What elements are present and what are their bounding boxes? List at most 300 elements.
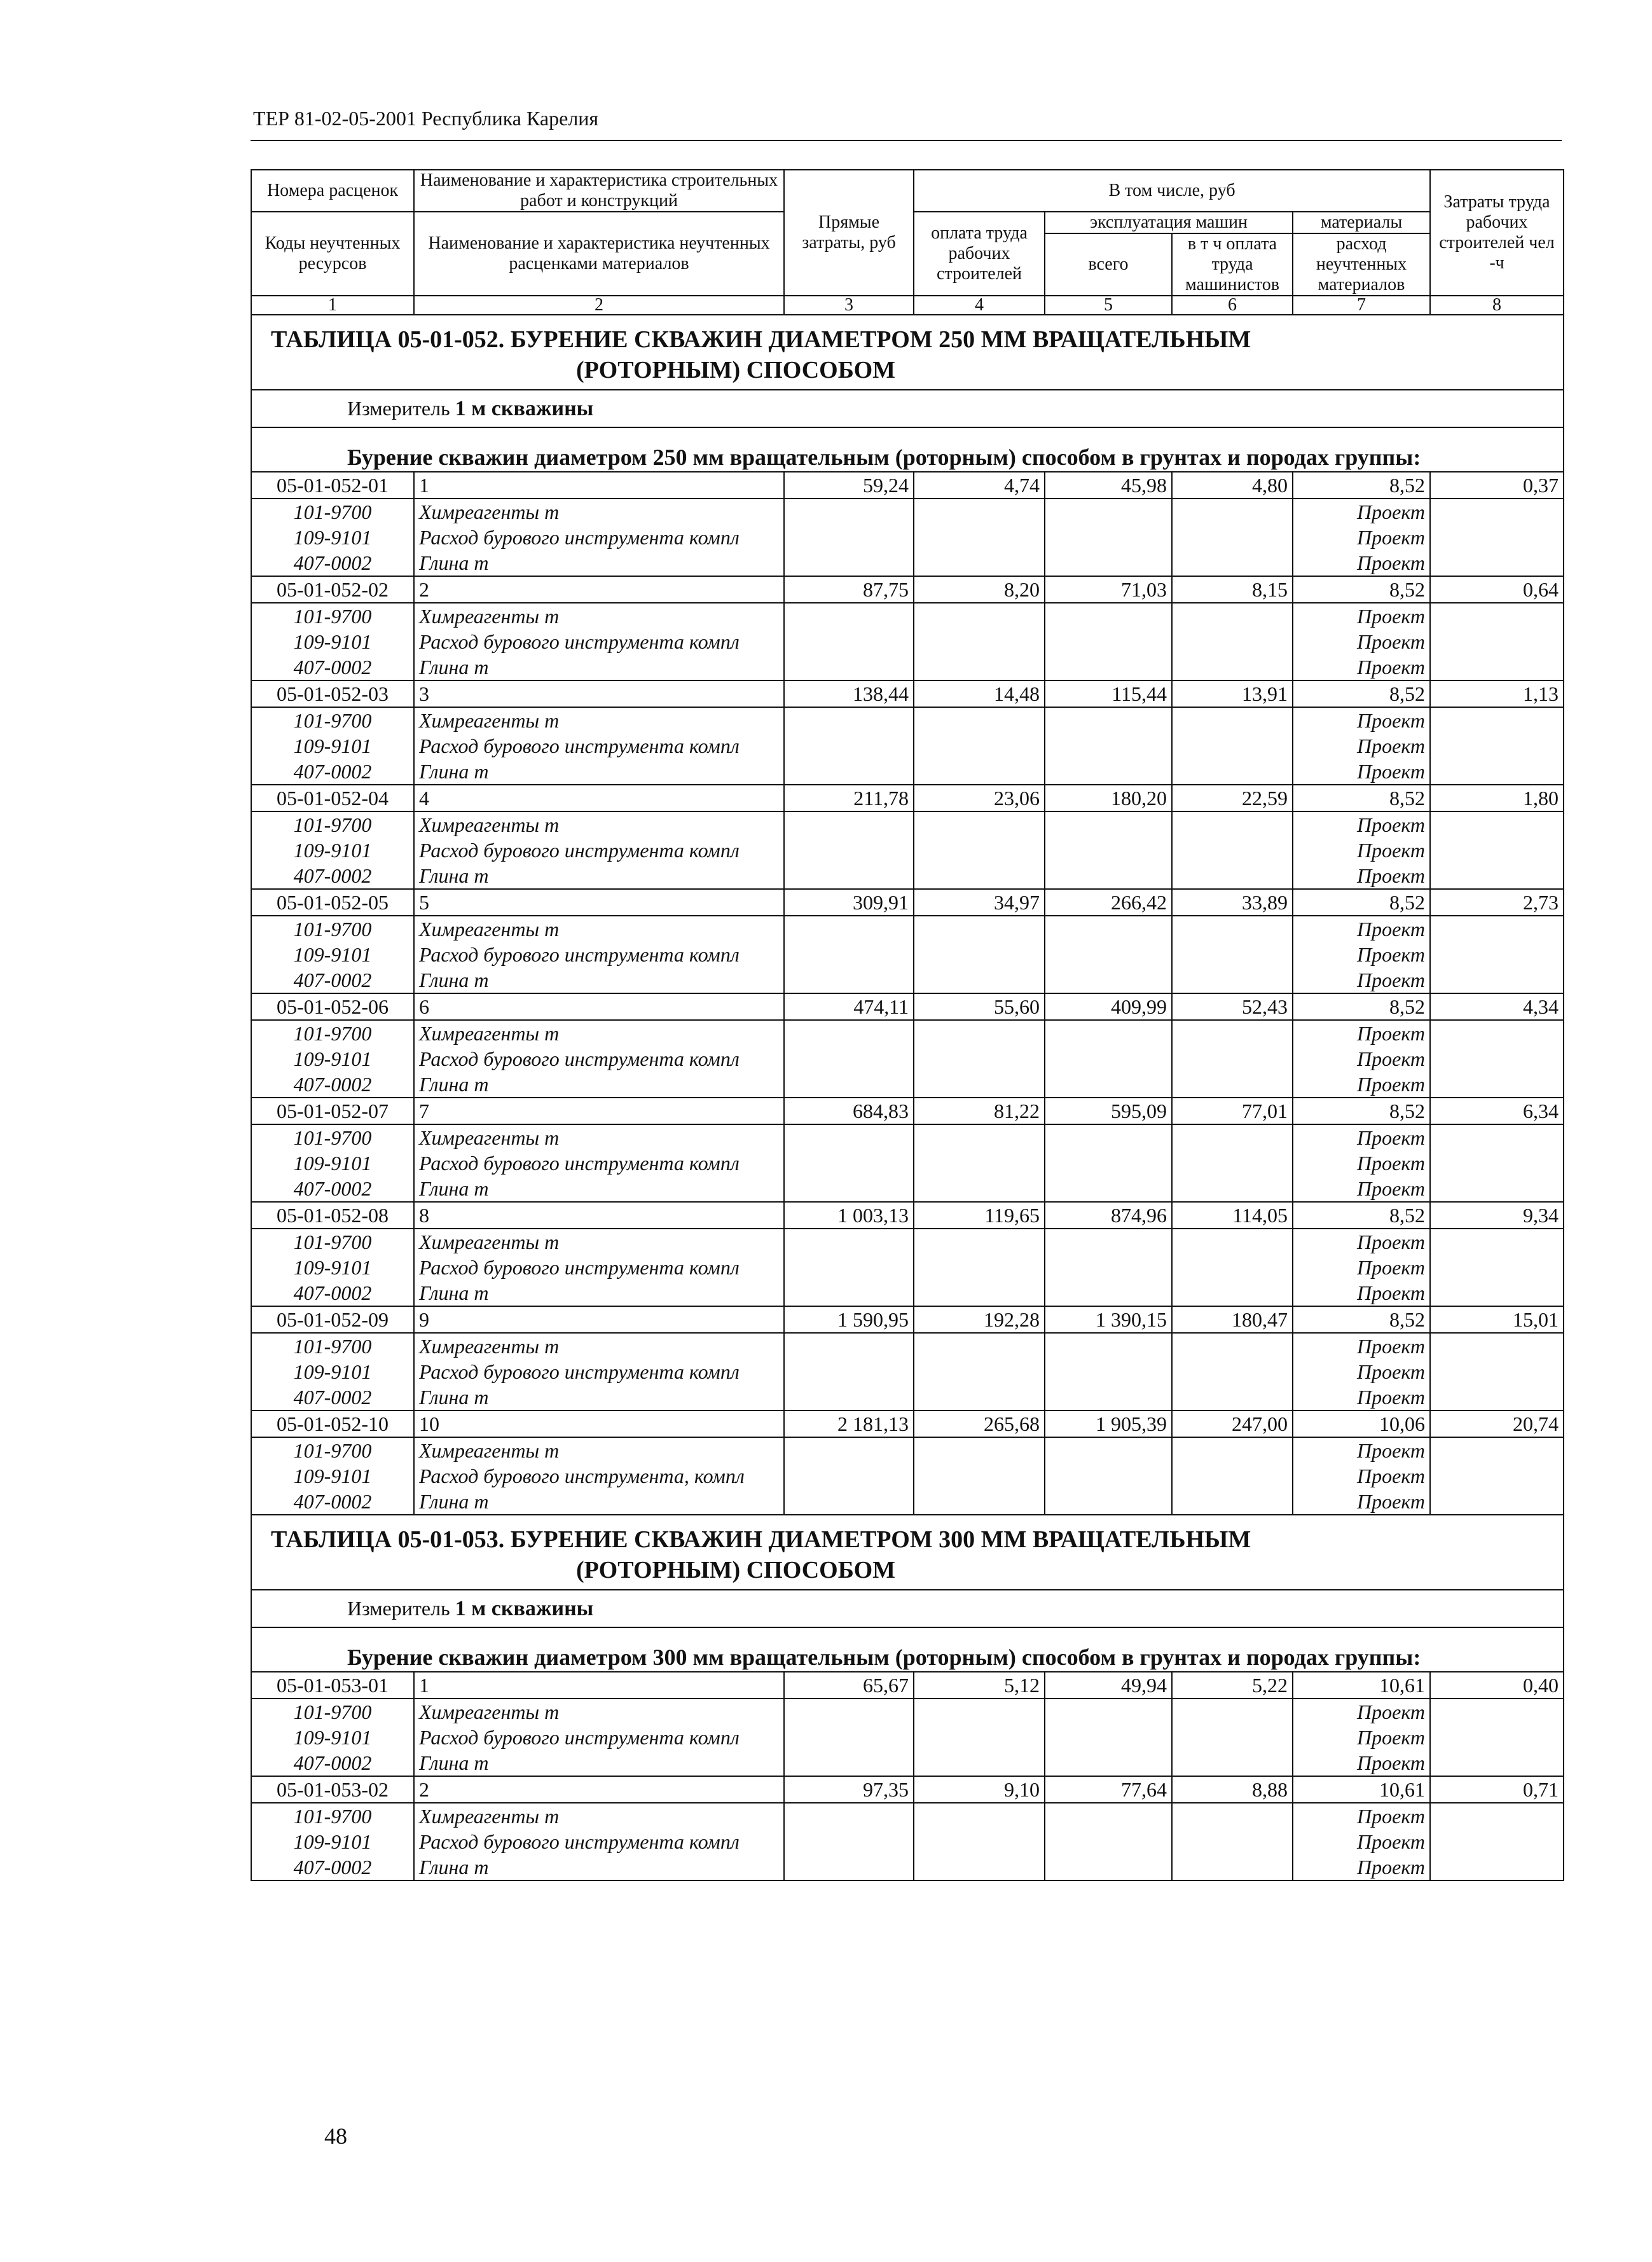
col8-header: Затраты труда рабочих строителей чел -ч — [1430, 170, 1564, 296]
resource-material: Проект — [1293, 1229, 1430, 1255]
empty-cell — [914, 1124, 1045, 1150]
materials-header: материалы — [1293, 212, 1430, 233]
empty-cell — [1045, 1437, 1172, 1463]
empty-cell — [1172, 863, 1293, 889]
rate-code: 05-01-052-10 — [251, 1410, 414, 1437]
empty-cell — [784, 603, 914, 629]
empty-cell — [1430, 1176, 1564, 1202]
rate-code: 05-01-052-04 — [251, 785, 414, 811]
empty-cell — [1172, 654, 1293, 680]
machine-cost: 71,03 — [1045, 576, 1172, 603]
machine-cost: 874,96 — [1045, 1202, 1172, 1229]
resource-code: 101-9700 — [251, 1437, 414, 1463]
resource-code: 109-9101 — [251, 1725, 414, 1750]
resource-row — [251, 1699, 1564, 1725]
resource-code: 407-0002 — [251, 550, 414, 576]
direct-cost: 474,11 — [784, 993, 914, 1020]
machine-cost: 77,64 — [1045, 1776, 1172, 1803]
resource-name: Расход бурового инструмента компл — [414, 629, 784, 654]
column-index-row — [251, 296, 1564, 315]
empty-cell — [784, 1333, 914, 1359]
labor-cost: 23,06 — [914, 785, 1045, 811]
empty-cell — [914, 1072, 1045, 1098]
empty-cell — [914, 1463, 1045, 1489]
resource-row — [251, 1384, 1564, 1410]
labor-hours: 15,01 — [1430, 1306, 1564, 1333]
empty-cell — [1430, 1489, 1564, 1515]
empty-cell — [784, 1854, 914, 1880]
empty-cell — [914, 550, 1045, 576]
rate-row — [251, 785, 1564, 811]
resource-row — [251, 942, 1564, 967]
labor-hours: 1,13 — [1430, 680, 1564, 707]
resource-row — [251, 1150, 1564, 1176]
rate-group: 10 — [414, 1410, 784, 1437]
rate-code: 05-01-052-03 — [251, 680, 414, 707]
col6-header: в т ч оплата труда машинистов — [1172, 233, 1293, 296]
empty-cell — [1430, 1750, 1564, 1776]
col-index: 8 — [1430, 296, 1564, 315]
material-cost: 10,61 — [1293, 1776, 1430, 1803]
empty-cell — [914, 1725, 1045, 1750]
empty-cell — [1430, 1150, 1564, 1176]
resource-name: Глина т — [414, 1384, 784, 1410]
resource-row — [251, 733, 1564, 759]
empty-cell — [1172, 1072, 1293, 1098]
material-cost: 10,06 — [1293, 1410, 1430, 1437]
resource-row — [251, 1124, 1564, 1150]
document-header-title: ТЕР 81-02-05-2001 Республика Карелия — [253, 107, 599, 130]
empty-cell — [914, 733, 1045, 759]
resource-material: Проект — [1293, 1803, 1430, 1829]
resource-code: 109-9101 — [251, 1463, 414, 1489]
resource-code: 407-0002 — [251, 1489, 414, 1515]
empty-cell — [1430, 525, 1564, 550]
empty-cell — [1430, 1255, 1564, 1280]
direct-cost: 97,35 — [784, 1776, 914, 1803]
labor-cost: 119,65 — [914, 1202, 1045, 1229]
resource-row — [251, 838, 1564, 863]
resource-material: Проект — [1293, 1750, 1430, 1776]
labor-cost: 4,74 — [914, 472, 1045, 499]
direct-cost: 684,83 — [784, 1098, 914, 1124]
machinist-cost: 22,59 — [1172, 785, 1293, 811]
included-header: В том числе, руб — [914, 170, 1430, 212]
resource-code: 407-0002 — [251, 1854, 414, 1880]
measure-row — [251, 1590, 1564, 1627]
resource-material: Проект — [1293, 916, 1430, 942]
empty-cell — [1430, 1333, 1564, 1359]
rate-row — [251, 1776, 1564, 1803]
empty-cell — [914, 654, 1045, 680]
empty-cell — [1172, 707, 1293, 733]
empty-cell — [914, 1829, 1045, 1854]
resource-row — [251, 1829, 1564, 1854]
measure-label: Измеритель — [347, 397, 450, 420]
rate-group: 4 — [414, 785, 784, 811]
resource-row — [251, 1854, 1564, 1880]
empty-cell — [1430, 1072, 1564, 1098]
resource-name: Расход бурового инструмента компл — [414, 733, 784, 759]
resource-row — [251, 1176, 1564, 1202]
resource-code: 109-9101 — [251, 1255, 414, 1280]
empty-cell — [1172, 1176, 1293, 1202]
empty-cell — [1045, 811, 1172, 838]
empty-cell — [784, 811, 914, 838]
resource-name: Расход бурового инструмента, компл — [414, 1463, 784, 1489]
measure-cell — [251, 390, 1564, 427]
resource-row — [251, 654, 1564, 680]
machine-cost: 595,09 — [1045, 1098, 1172, 1124]
header-row-1 — [251, 170, 1564, 212]
empty-cell — [784, 1359, 914, 1384]
labor-hours: 2,73 — [1430, 889, 1564, 916]
empty-cell — [1045, 1255, 1172, 1280]
labor-hours: 0,37 — [1430, 472, 1564, 499]
empty-cell — [1430, 1280, 1564, 1306]
material-cost: 8,52 — [1293, 1306, 1430, 1333]
machine-cost: 45,98 — [1045, 472, 1172, 499]
resource-name: Глина т — [414, 967, 784, 993]
empty-cell — [784, 1229, 914, 1255]
resource-row — [251, 525, 1564, 550]
empty-cell — [1430, 1803, 1564, 1829]
labor-cost: 81,22 — [914, 1098, 1045, 1124]
direct-cost: 138,44 — [784, 680, 914, 707]
direct-cost: 65,67 — [784, 1672, 914, 1699]
rate-row — [251, 680, 1564, 707]
resource-code: 101-9700 — [251, 1333, 414, 1359]
empty-cell — [1045, 1072, 1172, 1098]
section-title-line2: (РОТОРНЫМ) СПОСОБОМ — [576, 357, 896, 383]
resource-name: Глина т — [414, 550, 784, 576]
empty-cell — [784, 1699, 914, 1725]
resource-row — [251, 1280, 1564, 1306]
material-cost: 8,52 — [1293, 680, 1430, 707]
resource-row — [251, 1725, 1564, 1750]
resource-row — [251, 1750, 1564, 1776]
resource-code: 109-9101 — [251, 629, 414, 654]
resource-name: Глина т — [414, 654, 784, 680]
material-cost: 8,52 — [1293, 785, 1430, 811]
col4-header: оплата труда рабочих строителей — [914, 212, 1045, 296]
col2b-header: Наименование и характеристика неучтенных расценками материалов — [414, 212, 784, 296]
empty-cell — [784, 1124, 914, 1150]
machinist-cost: 33,89 — [1172, 889, 1293, 916]
empty-cell — [1172, 1384, 1293, 1410]
rate-code: 05-01-052-08 — [251, 1202, 414, 1229]
subtitle-row — [251, 1627, 1564, 1672]
rate-group: 2 — [414, 576, 784, 603]
empty-cell — [1045, 733, 1172, 759]
empty-cell — [784, 1437, 914, 1463]
labor-hours: 20,74 — [1430, 1410, 1564, 1437]
col-index: 7 — [1293, 296, 1430, 315]
empty-cell — [1045, 1020, 1172, 1046]
resource-material: Проект — [1293, 1437, 1430, 1463]
empty-cell — [1430, 603, 1564, 629]
empty-cell — [784, 550, 914, 576]
empty-cell — [914, 1489, 1045, 1515]
rate-code: 05-01-053-02 — [251, 1776, 414, 1803]
resource-name: Глина т — [414, 863, 784, 889]
col-index: 1 — [251, 296, 414, 315]
empty-cell — [1172, 1699, 1293, 1725]
empty-cell — [784, 1020, 914, 1046]
empty-cell — [1430, 916, 1564, 942]
resource-material: Проект — [1293, 1489, 1430, 1515]
resource-name: Химреагенты т — [414, 1333, 784, 1359]
resource-row — [251, 1020, 1564, 1046]
resource-code: 407-0002 — [251, 759, 414, 785]
resource-code: 101-9700 — [251, 1229, 414, 1255]
empty-cell — [1430, 550, 1564, 576]
material-cost: 8,52 — [1293, 1202, 1430, 1229]
col-index: 6 — [1172, 296, 1293, 315]
empty-cell — [784, 1176, 914, 1202]
material-cost: 10,61 — [1293, 1672, 1430, 1699]
resource-code: 109-9101 — [251, 1359, 414, 1384]
empty-cell — [1172, 838, 1293, 863]
empty-cell — [914, 811, 1045, 838]
resource-code: 101-9700 — [251, 1124, 414, 1150]
resource-name: Химреагенты т — [414, 1229, 784, 1255]
col1-header: Номера расценок — [251, 170, 414, 212]
empty-cell — [1430, 707, 1564, 733]
section-subtitle: Бурение скважин диаметром 300 мм вращательным (роторным) способом в грунтах и породах группы: — [251, 1627, 1564, 1672]
empty-cell — [1172, 942, 1293, 967]
machinist-cost: 114,05 — [1172, 1202, 1293, 1229]
empty-cell — [914, 1699, 1045, 1725]
empty-cell — [1430, 863, 1564, 889]
labor-hours: 0,71 — [1430, 1776, 1564, 1803]
empty-cell — [1172, 1854, 1293, 1880]
machine-cost: 1 905,39 — [1045, 1410, 1172, 1437]
empty-cell — [914, 603, 1045, 629]
empty-cell — [784, 1072, 914, 1098]
section-subtitle: Бурение скважин диаметром 250 мм вращательным (роторным) способом в грунтах и породах группы: — [251, 427, 1564, 472]
measure-cell — [251, 1590, 1564, 1627]
empty-cell — [784, 1150, 914, 1176]
rate-group: 8 — [414, 1202, 784, 1229]
resource-row — [251, 863, 1564, 889]
rate-group: 1 — [414, 472, 784, 499]
resource-row — [251, 916, 1564, 942]
col-index: 3 — [784, 296, 914, 315]
resource-material: Проект — [1293, 707, 1430, 733]
resource-name: Химреагенты т — [414, 811, 784, 838]
empty-cell — [1045, 1725, 1172, 1750]
empty-cell — [1045, 759, 1172, 785]
empty-cell — [914, 629, 1045, 654]
empty-cell — [914, 1750, 1045, 1776]
section-title-line1: ТАБЛИЦА 05-01-053. БУРЕНИЕ СКВАЖИН ДИАМЕТРОМ 300 ММ ВРАЩАТЕЛЬНЫМ — [271, 1526, 1251, 1553]
material-cost: 8,52 — [1293, 1098, 1430, 1124]
empty-cell — [1045, 1359, 1172, 1384]
rate-row — [251, 993, 1564, 1020]
resource-material: Проект — [1293, 1072, 1430, 1098]
empty-cell — [1045, 1463, 1172, 1489]
machines-header: эксплуатация машин — [1045, 212, 1293, 233]
rate-group: 6 — [414, 993, 784, 1020]
resource-material: Проект — [1293, 1046, 1430, 1072]
resource-name: Химреагенты т — [414, 707, 784, 733]
resource-row — [251, 550, 1564, 576]
resource-material: Проект — [1293, 1384, 1430, 1410]
resource-name: Химреагенты т — [414, 1699, 784, 1725]
machine-cost: 49,94 — [1045, 1672, 1172, 1699]
section-title — [251, 1515, 1564, 1590]
empty-cell — [1172, 1280, 1293, 1306]
empty-cell — [1172, 1489, 1293, 1515]
empty-cell — [1430, 1124, 1564, 1150]
empty-cell — [914, 942, 1045, 967]
machinist-cost: 13,91 — [1172, 680, 1293, 707]
machinist-cost: 77,01 — [1172, 1098, 1293, 1124]
col-index: 5 — [1045, 296, 1172, 315]
empty-cell — [1172, 811, 1293, 838]
resource-material: Проект — [1293, 1725, 1430, 1750]
resource-name: Расход бурового инструмента компл — [414, 525, 784, 550]
rate-code: 05-01-052-05 — [251, 889, 414, 916]
empty-cell — [914, 967, 1045, 993]
resource-name: Расход бурового инструмента компл — [414, 1046, 784, 1072]
labor-hours: 6,34 — [1430, 1098, 1564, 1124]
empty-cell — [1430, 1725, 1564, 1750]
empty-cell — [914, 1384, 1045, 1410]
empty-cell — [784, 499, 914, 525]
empty-cell — [1430, 811, 1564, 838]
empty-cell — [1172, 1255, 1293, 1280]
section-title-row — [251, 1515, 1564, 1590]
col1b-header: Коды неучтенных ресурсов — [251, 212, 414, 296]
resource-name: Химреагенты т — [414, 499, 784, 525]
empty-cell — [1430, 1020, 1564, 1046]
rate-code: 05-01-052-02 — [251, 576, 414, 603]
resource-name: Глина т — [414, 759, 784, 785]
empty-cell — [1172, 1046, 1293, 1072]
resource-name: Расход бурового инструмента компл — [414, 1725, 784, 1750]
machinist-cost: 180,47 — [1172, 1306, 1293, 1333]
resource-code: 101-9700 — [251, 1020, 414, 1046]
resource-material: Проект — [1293, 499, 1430, 525]
resource-material: Проект — [1293, 1280, 1430, 1306]
empty-cell — [1045, 863, 1172, 889]
empty-cell — [784, 838, 914, 863]
empty-cell — [914, 1046, 1045, 1072]
resource-material: Проект — [1293, 550, 1430, 576]
labor-cost: 9,10 — [914, 1776, 1045, 1803]
resource-material: Проект — [1293, 811, 1430, 838]
empty-cell — [914, 838, 1045, 863]
empty-cell — [1045, 1803, 1172, 1829]
empty-cell — [1045, 1176, 1172, 1202]
resource-material: Проект — [1293, 1699, 1430, 1725]
empty-cell — [914, 1803, 1045, 1829]
resource-material: Проект — [1293, 1124, 1430, 1150]
rate-row — [251, 1098, 1564, 1124]
labor-cost: 8,20 — [914, 576, 1045, 603]
page-number: 48 — [324, 2123, 347, 2149]
resource-name: Глина т — [414, 1280, 784, 1306]
empty-cell — [1045, 1854, 1172, 1880]
resource-name: Химреагенты т — [414, 1020, 784, 1046]
empty-cell — [784, 1046, 914, 1072]
empty-cell — [914, 916, 1045, 942]
resource-name: Глина т — [414, 1489, 784, 1515]
empty-cell — [1430, 838, 1564, 863]
resource-code: 101-9700 — [251, 1699, 414, 1725]
empty-cell — [1045, 1384, 1172, 1410]
resource-code: 109-9101 — [251, 942, 414, 967]
empty-cell — [914, 1333, 1045, 1359]
empty-cell — [1430, 733, 1564, 759]
resource-code: 407-0002 — [251, 654, 414, 680]
rate-row — [251, 576, 1564, 603]
empty-cell — [1430, 654, 1564, 680]
empty-cell — [1430, 967, 1564, 993]
resource-row — [251, 759, 1564, 785]
empty-cell — [1430, 1229, 1564, 1255]
labor-cost: 5,12 — [914, 1672, 1045, 1699]
resource-code: 101-9700 — [251, 916, 414, 942]
rate-row — [251, 1202, 1564, 1229]
direct-cost: 87,75 — [784, 576, 914, 603]
labor-cost: 192,28 — [914, 1306, 1045, 1333]
machine-cost: 266,42 — [1045, 889, 1172, 916]
rate-code: 05-01-052-01 — [251, 472, 414, 499]
measure-label: Измеритель — [347, 1597, 450, 1620]
resource-row — [251, 967, 1564, 993]
empty-cell — [1045, 1489, 1172, 1515]
empty-cell — [914, 1280, 1045, 1306]
empty-cell — [784, 1750, 914, 1776]
machine-cost: 115,44 — [1045, 680, 1172, 707]
empty-cell — [1172, 759, 1293, 785]
empty-cell — [1172, 550, 1293, 576]
empty-cell — [1172, 1750, 1293, 1776]
empty-cell — [784, 942, 914, 967]
labor-hours: 9,34 — [1430, 1202, 1564, 1229]
empty-cell — [914, 1255, 1045, 1280]
empty-cell — [1430, 1046, 1564, 1072]
empty-cell — [914, 1437, 1045, 1463]
machinist-cost: 247,00 — [1172, 1410, 1293, 1437]
empty-cell — [1045, 629, 1172, 654]
rate-code: 05-01-053-01 — [251, 1672, 414, 1699]
empty-cell — [1430, 1463, 1564, 1489]
resource-code: 101-9700 — [251, 603, 414, 629]
empty-cell — [1430, 499, 1564, 525]
resource-material: Проект — [1293, 1333, 1430, 1359]
empty-cell — [784, 916, 914, 942]
empty-cell — [784, 1489, 914, 1515]
resource-code: 407-0002 — [251, 1384, 414, 1410]
resource-name: Глина т — [414, 1176, 784, 1202]
resource-name: Расход бурового инструмента компл — [414, 1359, 784, 1384]
direct-cost: 211,78 — [784, 785, 914, 811]
empty-cell — [1045, 1699, 1172, 1725]
direct-cost: 59,24 — [784, 472, 914, 499]
empty-cell — [1045, 654, 1172, 680]
empty-cell — [1045, 499, 1172, 525]
empty-cell — [1045, 1150, 1172, 1176]
empty-cell — [914, 525, 1045, 550]
empty-cell — [1045, 1750, 1172, 1776]
machine-cost: 1 390,15 — [1045, 1306, 1172, 1333]
resource-name: Химреагенты т — [414, 1124, 784, 1150]
rate-row — [251, 1306, 1564, 1333]
